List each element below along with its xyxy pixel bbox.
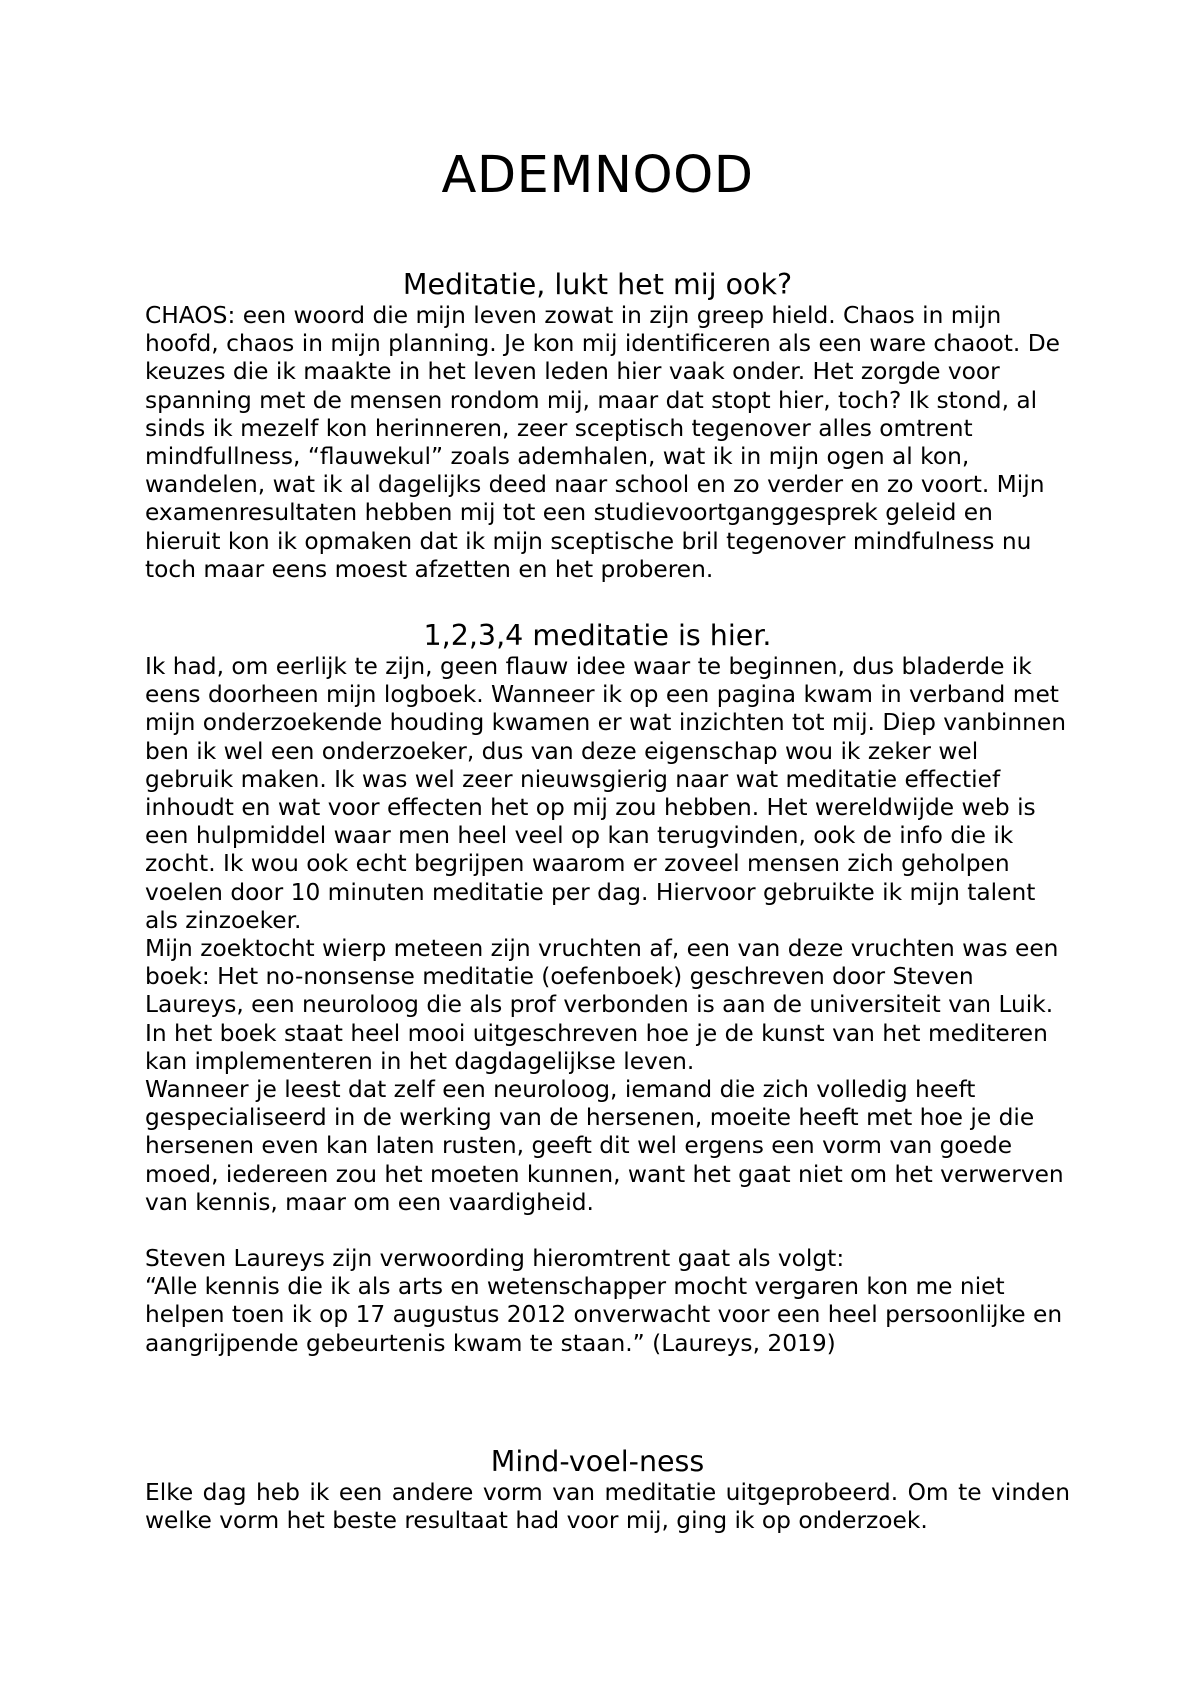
quote-paragraph: “Alle kennis die ik als arts en wetenschapper mocht vergaren kon me niet helpen toen ik op 17 augustus 2012 onverwacht voor een heel persoonlijke en aangrijpende gebeurtenis kwam te staan.” (Laureys, 2019) <box>145 1273 1063 1357</box>
section-1234-meditatie <box>145 619 1070 1358</box>
document-title: ADEMNOOD <box>441 146 754 205</box>
paragraph: Ik had, om eerlijk te zijn, geen flauw idee waar te beginnen, dus bladerde ik eens doorheen mijn logboek. Wanneer ik op een pagina kwam in verband met mijn onderzoekende houding kwamen er wat inzichten tot mij. Diep vanbinnen ben ik wel een onderzoeker, dus van deze eigenschap wou ik zeker wel gebruik maken. Ik was wel zeer nieuwsgierig naar wat meditatie effectief inhoudt en wat voor effecten het op mij zou hebben. Het wereldwijde web is een hulpmiddel waar men heel veel op kan terugvinden, ook de info die ik zocht. Ik wou ook echt begrijpen waarom er zoveel mensen zich geholpen voelen door 10 minuten meditatie per dag. Hiervoor gebruikte ik mijn talent als zinzoeker. <box>145 653 1067 934</box>
paragraph: Steven Laureys zijn verwoording hieromtrent gaat als volgt: <box>145 1245 845 1273</box>
paragraph-spacer <box>145 1217 1070 1245</box>
paragraph: Mijn zoektocht wierp meteen zijn vruchten af, een van deze vruchten was een boek: Het no-nonsense meditatie (oefenboek) geschreven door Steven Laureys, een neuroloog die als prof verbonden is aan de universiteit van Luik. In het boek staat heel mooi uitgeschreven hoe je de kunst van het mediteren kan implementeren in het dagdagelijkse leven. <box>145 935 1059 1075</box>
section-heading: Mind-voel-ness <box>490 1445 705 1478</box>
paragraph: CHAOS: een woord die mijn leven zowat in zijn greep hield. Chaos in mijn hoofd, chaos in mijn planning. Je kon mij identificeren als een ware chaoot. De keuzes die ik maakte in het leven leden hier vaak onder. Het zorgde voor spanning met de mensen rondom mij, maar dat stopt hier, toch? Ik stond, al sinds ik mezelf kon herinneren, zeer sceptisch tegenover alles omtrent mindfullness, “flauwekul” zoals ademhalen, wat ik in mijn ogen al kon, wandelen, wat ik al dagelijks deed naar school en zo verder en zo voort. Mijn examenresultaten hebben mij tot een studievoortganggesprek geleid en hieruit kon ik opmaken dat ik mijn sceptische bril tegenover mindfulness nu toch maar eens moest afzetten en het proberen. <box>145 302 1061 583</box>
section-heading: Meditatie, lukt het mij ook? <box>402 268 793 301</box>
section-meditatie <box>145 268 1070 584</box>
paragraph: Elke dag heb ik een andere vorm van meditatie uitgeprobeerd. Om te vinden welke vorm het beste resultaat had voor mij, ging ik op onderzoek. <box>145 1479 1070 1535</box>
paragraph: Wanneer je leest dat zelf een neuroloog, iemand die zich volledig heeft gespecialiseerd in de werking van de hersenen, moeite heeft met hoe je die hersenen even kan laten rusten, geeft dit wel ergens een vorm van goede moed, iedereen zou het moeten kunnen, want het gaat niet om het verwerven van kennis, maar om een vaardigheid. <box>145 1076 1064 1216</box>
section-heading: 1,2,3,4 meditatie is hier. <box>423 619 772 652</box>
section-mind-voel-ness <box>145 1445 1070 1535</box>
